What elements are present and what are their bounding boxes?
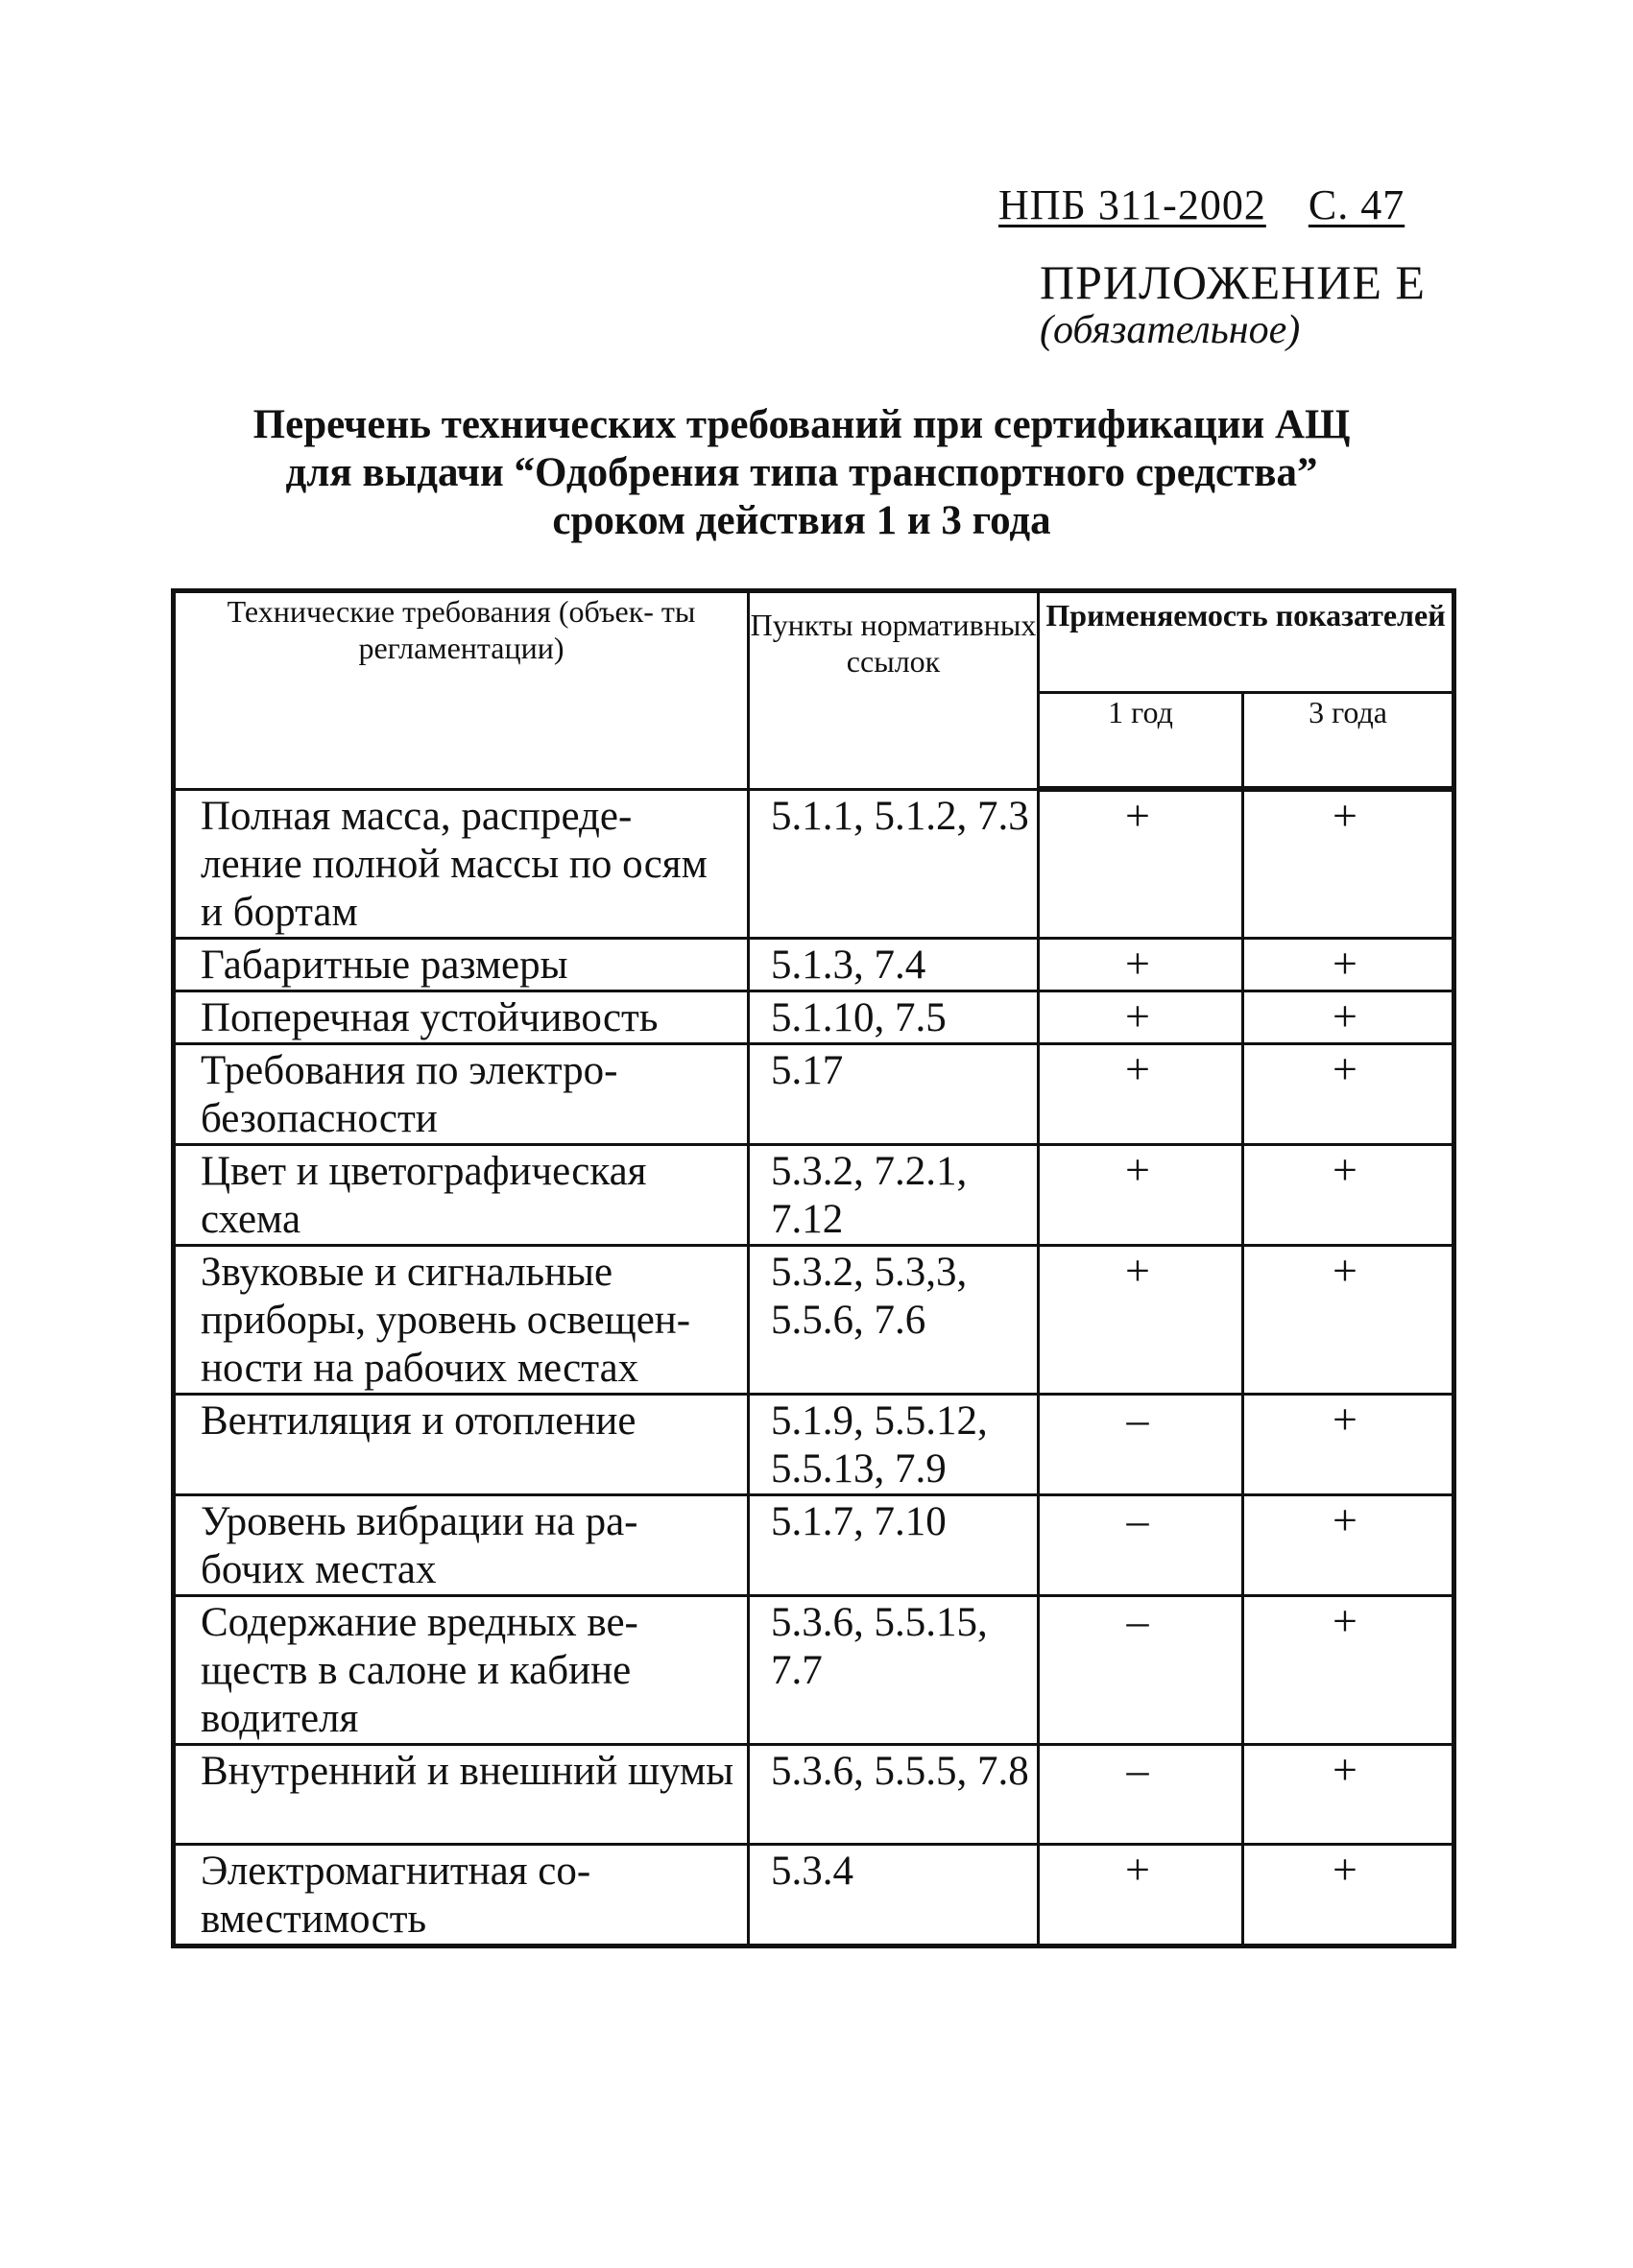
year-1-mark: – [1039,1595,1243,1744]
references-cell: 5.1.3, 7.4 [749,938,1039,991]
year-3-mark: + [1243,1494,1454,1595]
requirement-cell: Требования по электро- безопасности [174,1043,749,1144]
requirement-cell: Цвет и цветографическая схема [174,1144,749,1245]
requirement-cell: Внутренний и внешний шумы [174,1744,749,1844]
table-row [174,1394,1454,1494]
page-header [998,180,1450,229]
appendix-title: ПРИЛОЖЕНИЕ Е [1040,255,1426,309]
year-1-mark: – [1039,1744,1243,1844]
header-applicability: Применяемость показателей [1039,591,1454,693]
header-year-1: 1 год [1039,693,1243,790]
references-cell: 5.1.10, 7.5 [749,991,1039,1043]
year-1-mark: + [1039,1245,1243,1394]
references-cell: 5.3.2, 5.3,3, 5.5.6, 7.6 [749,1245,1039,1394]
references-cell: 5.3.6, 5.5.15, 7.7 [749,1595,1039,1744]
year-3-mark: + [1243,1394,1454,1494]
references-cell: 5.1.1, 5.1.2, 7.3 [749,789,1039,938]
table-row [174,789,1454,938]
requirement-cell: Поперечная устойчивость [174,991,749,1043]
table-row [174,1744,1454,1844]
year-3-mark: + [1243,789,1454,938]
requirement-cell: Содержание вредных ве- ществ в салоне и кабине водителя [174,1595,749,1744]
table-row [174,938,1454,991]
references-cell: 5.3.2, 7.2.1, 7.12 [749,1144,1039,1245]
document-title-line: сроком действия 1 и 3 года [552,498,1051,543]
references-cell: 5.1.9, 5.5.12, 5.5.13, 7.9 [749,1394,1039,1494]
appendix-status: (обязательное) [1040,308,1301,352]
year-3-mark: + [1243,1245,1454,1394]
year-3-mark: + [1243,991,1454,1043]
year-1-mark: – [1039,1394,1243,1494]
year-1-mark: + [1039,1043,1243,1144]
table-row [174,1144,1454,1245]
references-cell: 5.3.4 [749,1844,1039,1946]
year-1-mark: + [1039,1144,1243,1245]
table-row [174,1844,1454,1946]
table-row [174,1595,1454,1744]
requirement-cell: Полная масса, распреде- ление полной массы по осям и бортам [174,789,749,938]
year-3-mark: + [1243,1844,1454,1946]
header-year-3: 3 года [1243,693,1454,790]
requirement-cell: Уровень вибрации на ра- бочих местах [174,1494,749,1595]
year-1-mark: – [1039,1494,1243,1595]
document-title-line: для выдачи “Одобрения типа транспортного средства” [285,450,1318,495]
document-title-line: Перечень технических требований при сертификации АЩ [252,402,1351,447]
table-row [174,1494,1454,1595]
year-1-mark: + [1039,789,1243,938]
document-title [163,401,1440,545]
page-number: С. 47 [1308,181,1405,228]
requirement-cell: Вентиляция и отопление [174,1394,749,1494]
table-row [174,991,1454,1043]
year-3-mark: + [1243,1043,1454,1144]
requirements-table [171,588,1456,1948]
references-cell: 5.3.6, 5.5.5, 7.8 [749,1744,1039,1844]
document-code: НПБ 311-2002 [998,181,1266,228]
requirement-cell: Электромагнитная со- вместимость [174,1844,749,1946]
year-1-mark: + [1039,1844,1243,1946]
year-1-mark: + [1039,938,1243,991]
year-1-mark: + [1039,991,1243,1043]
year-3-mark: + [1243,1744,1454,1844]
year-3-mark: + [1243,938,1454,991]
requirement-cell: Звуковые и сигнальные приборы, уровень освещен- ности на рабочих местах [174,1245,749,1394]
table-row [174,1043,1454,1144]
requirement-cell: Габаритные размеры [174,938,749,991]
references-cell: 5.1.7, 7.10 [749,1494,1039,1595]
header-requirements: Технические требования (объек- ты регламентации) [174,591,749,790]
year-3-mark: + [1243,1595,1454,1744]
header-references: Пункты нормативных ссылок [749,591,1039,790]
references-cell: 5.17 [749,1043,1039,1144]
year-3-mark: + [1243,1144,1454,1245]
table-row [174,1245,1454,1394]
